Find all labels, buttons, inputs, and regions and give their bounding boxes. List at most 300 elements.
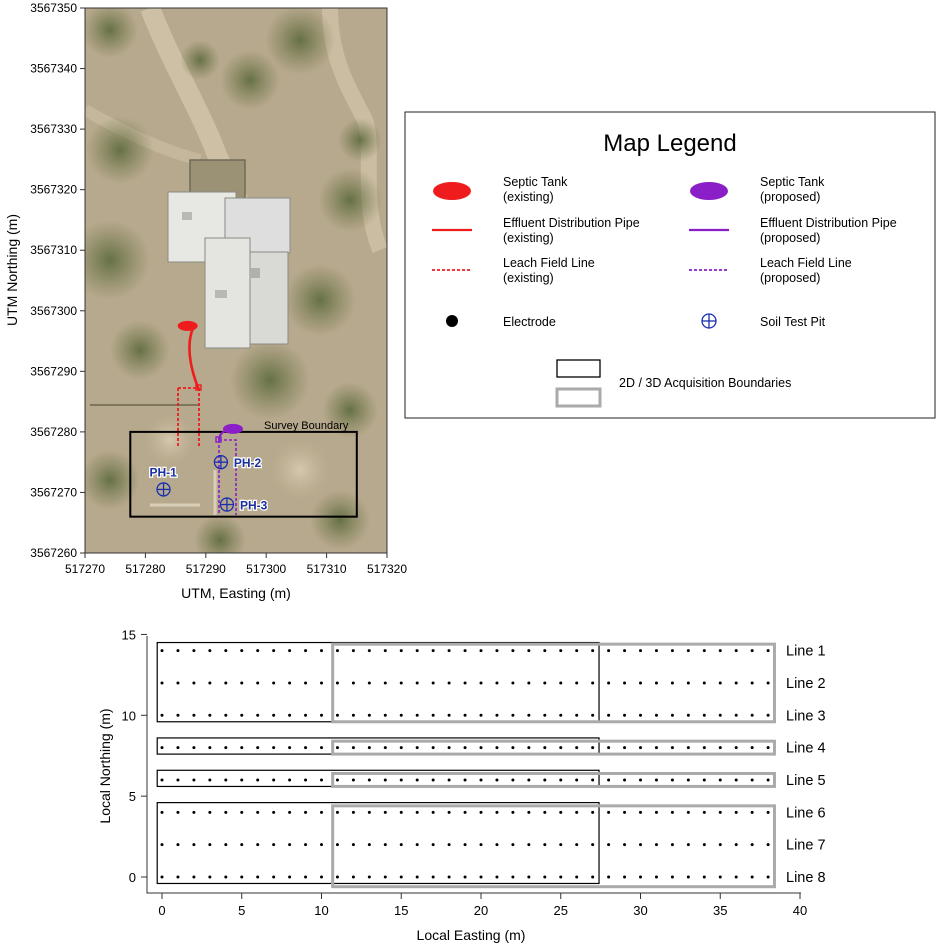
map-x-tick-label: 517300 (246, 562, 287, 576)
electrode-point (559, 811, 562, 814)
electrode-point (304, 876, 307, 879)
electrode-point (192, 746, 195, 749)
electrode-point (448, 681, 451, 684)
electrode-point (320, 649, 323, 652)
survey-boundary-label: Survey Boundary (264, 420, 349, 432)
electrode-point (192, 843, 195, 846)
electrode-point (575, 778, 578, 781)
electrode-point (671, 714, 674, 717)
electrode-point (384, 714, 387, 717)
electrode-point (288, 681, 291, 684)
electrode-point (591, 746, 594, 749)
electrode-point (368, 714, 371, 717)
chart-x-tick-label: 35 (713, 903, 728, 918)
legend-leach-proposed-label: Leach Field Line (proposed) (760, 256, 852, 285)
electrode-point (480, 843, 483, 846)
electrode-point (256, 649, 259, 652)
electrode-point (224, 714, 227, 717)
electrode-point (432, 681, 435, 684)
electrode-point (161, 778, 164, 781)
electrode-point (384, 843, 387, 846)
electrode-point (416, 778, 419, 781)
electrode-point (352, 811, 355, 814)
electrode-point (192, 681, 195, 684)
electrode-point (543, 876, 546, 879)
electrode-point (639, 746, 642, 749)
legend-soil-pit-icon (702, 314, 716, 328)
electrode-point (320, 876, 323, 879)
electrode-point (368, 746, 371, 749)
electrode-point (208, 714, 211, 717)
map-x-tick-label: 517270 (64, 562, 106, 576)
electrode-line-8 (161, 876, 770, 879)
electrode-point (240, 649, 243, 652)
electrode-point (751, 778, 754, 781)
electrode-point (288, 778, 291, 781)
legend-electrode-label: Electrode (503, 315, 556, 329)
electrode-point (480, 778, 483, 781)
legend-septic-proposed-label: Septic Tank (proposed) (760, 175, 825, 204)
boundary-2d-4 (157, 803, 599, 884)
electrode-point (495, 843, 498, 846)
map-y-tick-label: 3567320 (30, 182, 77, 197)
electrode-point (176, 681, 179, 684)
electrode-point (735, 649, 738, 652)
line-label: Line 3 (786, 708, 826, 725)
electrode-point (527, 778, 530, 781)
electrode-point (352, 778, 355, 781)
chart-x-tick-label: 20 (473, 903, 489, 918)
electrode-point (607, 778, 610, 781)
electrode-point (655, 681, 658, 684)
electrode-point (575, 876, 578, 879)
electrode-point (464, 811, 467, 814)
electrode-point (719, 714, 722, 717)
electrode-point (511, 876, 514, 879)
electrode-point (400, 681, 403, 684)
legend-leach-existing-label: Leach Field Line (existing) (503, 256, 595, 285)
electrode-point (352, 876, 355, 879)
electrode-line-6 (161, 811, 770, 814)
electrode-point (432, 649, 435, 652)
electrode-point (176, 714, 179, 717)
electrode-point (176, 778, 179, 781)
electrode-point (176, 843, 179, 846)
electrode-point (639, 714, 642, 717)
electrode-point (527, 811, 530, 814)
legend-title: Map Legend (603, 130, 737, 157)
line-label: Line 7 (786, 837, 826, 854)
electrode-point (416, 681, 419, 684)
electrode-point (224, 876, 227, 879)
map-y-tick-label: 3567260 (30, 546, 77, 560)
electrode-point (767, 681, 770, 684)
electrode-line-5 (161, 778, 770, 781)
soil-test-pit-label: PH-3 (239, 498, 268, 513)
electrode-point (288, 746, 291, 749)
electrode-point (543, 714, 546, 717)
electrode-point (527, 681, 530, 684)
map-x-axis-label: UTM, Easting (m) (181, 585, 291, 601)
electrode-point (703, 811, 706, 814)
electrode-point (607, 649, 610, 652)
electrode-point (192, 649, 195, 652)
map-y-tick-label: 3567300 (30, 303, 77, 318)
electrode-point (735, 746, 738, 749)
map-y-tick-label: 3567280 (30, 424, 77, 439)
electrode-point (304, 843, 307, 846)
electrode-point (623, 649, 626, 652)
electrode-point (671, 746, 674, 749)
electrode-point (623, 746, 626, 749)
electrode-point (687, 778, 690, 781)
electrode-point (559, 843, 562, 846)
electrode-point (400, 778, 403, 781)
electrode-point (176, 746, 179, 749)
electrode-point (623, 876, 626, 879)
electrode-point (224, 811, 227, 814)
electrode-point (767, 714, 770, 717)
electrode-point (687, 876, 690, 879)
electrode-point (432, 876, 435, 879)
electrode-point (192, 714, 195, 717)
electrode-point (751, 843, 754, 846)
map-legend (405, 112, 935, 418)
legend-boundaries-label: 2D / 3D Acquisition Boundaries (619, 376, 792, 390)
electrode-point (240, 843, 243, 846)
electrode-point (719, 843, 722, 846)
electrode-point (240, 811, 243, 814)
map-x-tick-label: 517320 (366, 562, 408, 576)
electrode-point (480, 876, 483, 879)
septic-tank-existing-icon (178, 321, 198, 331)
aerial-photo (70, 2, 387, 566)
electrode-point (623, 811, 626, 814)
electrode-point (623, 778, 626, 781)
electrode-point (575, 843, 578, 846)
electrode-point (767, 778, 770, 781)
electrode-point (448, 778, 451, 781)
electrode-point (559, 746, 562, 749)
electrode-point (671, 843, 674, 846)
electrode-point (671, 811, 674, 814)
electrode-point (432, 843, 435, 846)
map-y-tick-label: 3567290 (30, 364, 77, 379)
electrode-point (607, 843, 610, 846)
electrode-point (448, 649, 451, 652)
electrode-point (511, 778, 514, 781)
electrode-point (304, 681, 307, 684)
electrode-point (575, 714, 578, 717)
chart-axes (147, 636, 801, 893)
electrode-point (192, 811, 195, 814)
electrode-point (639, 649, 642, 652)
electrode-point (256, 843, 259, 846)
electrode-point (671, 778, 674, 781)
electrode-point (208, 681, 211, 684)
electrode-point (192, 778, 195, 781)
electrode-point (161, 811, 164, 814)
electrode-point (703, 714, 706, 717)
chart-y-axis-label: Local Northing (m) (97, 708, 113, 824)
electrode-point (655, 746, 658, 749)
electrode-point (352, 843, 355, 846)
electrode-point (543, 649, 546, 652)
electrode-point (304, 811, 307, 814)
electrode-point (272, 876, 275, 879)
electrode-point (400, 876, 403, 879)
electrode-point (161, 746, 164, 749)
electrode-point (432, 811, 435, 814)
electrode-point (288, 649, 291, 652)
chart-y-tick-label: 10 (121, 708, 136, 724)
electrode-point (623, 843, 626, 846)
electrode-point (176, 811, 179, 814)
map-y-tick-label: 3567340 (30, 61, 77, 76)
electrode-point (687, 649, 690, 652)
electrode-point (272, 811, 275, 814)
electrode-point (687, 843, 690, 846)
electrode-point (352, 746, 355, 749)
electrode-point (543, 778, 546, 781)
electrode-point (336, 714, 339, 717)
electrode-point (655, 714, 658, 717)
electrode-point (336, 649, 339, 652)
electrode-point (527, 714, 530, 717)
electrode-point (272, 649, 275, 652)
map-y-tick-label: 3567310 (30, 243, 77, 258)
electrode-point (655, 778, 658, 781)
electrode-point (527, 843, 530, 846)
electrode-point (767, 843, 770, 846)
legend-frame (405, 112, 935, 418)
electrode-point (208, 843, 211, 846)
electrode-point (607, 746, 610, 749)
electrode-point (304, 649, 307, 652)
electrode-point (575, 811, 578, 814)
electrode-point (671, 649, 674, 652)
legend-electrode-icon (446, 315, 458, 327)
chart-y-tick-label: 0 (128, 870, 136, 885)
electrode-point (400, 649, 403, 652)
electrode-point (240, 714, 243, 717)
electrode-point (751, 649, 754, 652)
electrode-point (591, 681, 594, 684)
electrode-point (288, 843, 291, 846)
electrode-point (272, 746, 275, 749)
electrode-point (495, 778, 498, 781)
electrode-point (320, 746, 323, 749)
electrode-point (464, 714, 467, 717)
electrode-point (384, 778, 387, 781)
electrode-point (480, 714, 483, 717)
electrode-point (480, 649, 483, 652)
electrode-point (464, 681, 467, 684)
electrode-point (336, 811, 339, 814)
line-label: Line 8 (786, 870, 826, 886)
legend-soil-pit-label: Soil Test Pit (760, 315, 826, 329)
electrode-point (751, 876, 754, 879)
boundary-3d-3 (333, 774, 775, 787)
electrode-point (176, 649, 179, 652)
electrode-point (256, 811, 259, 814)
electrode-point (384, 649, 387, 652)
electrode-point (735, 876, 738, 879)
electrode-point (703, 876, 706, 879)
electrode-point (767, 811, 770, 814)
electrode-point (591, 649, 594, 652)
map-y-tick-label: 3567330 (30, 122, 77, 137)
electrode-point (288, 714, 291, 717)
chart-x-tick-label: 40 (792, 903, 808, 918)
chart-x-tick-label: 5 (238, 903, 246, 918)
chart-x-axis (158, 893, 807, 918)
electrode-point (352, 714, 355, 717)
aerial-map (4, 1, 407, 601)
electrode-point (416, 714, 419, 717)
line-label: Line 2 (786, 675, 826, 692)
electrode-point (224, 778, 227, 781)
electrode-point (703, 746, 706, 749)
electrode-point (639, 811, 642, 814)
electrode-point (511, 681, 514, 684)
electrode-point (751, 746, 754, 749)
boundary-3d-2 (333, 741, 775, 754)
electrode-point (432, 746, 435, 749)
electrode-point (432, 778, 435, 781)
electrode-point (384, 746, 387, 749)
electrode-point (639, 843, 642, 846)
electrode-point (208, 746, 211, 749)
electrode-point (416, 843, 419, 846)
electrode-point (208, 811, 211, 814)
electrode-point (719, 778, 722, 781)
electrode-point (224, 681, 227, 684)
electrode-point (464, 843, 467, 846)
electrode-point (703, 649, 706, 652)
electrode-point (703, 778, 706, 781)
electrode-point (448, 843, 451, 846)
electrode-point (272, 843, 275, 846)
electrode-point (464, 778, 467, 781)
electrode-point (304, 714, 307, 717)
electrode-point (416, 649, 419, 652)
soil-test-pit-label: PH-2 (233, 456, 262, 471)
electrode-point (527, 649, 530, 652)
electrode-point (543, 681, 546, 684)
legend-septic-proposed-icon (690, 182, 728, 200)
electrode-point (639, 681, 642, 684)
electrode-point (256, 714, 259, 717)
legend-septic-existing-label: Septic Tank (existing) (503, 175, 568, 204)
electrode-point (224, 843, 227, 846)
electrode-point (272, 681, 275, 684)
electrode-point (400, 811, 403, 814)
electrode-line-2 (161, 681, 770, 684)
electrode-point (336, 876, 339, 879)
electrode-point (591, 876, 594, 879)
electrode-point (703, 681, 706, 684)
electrode-point (256, 876, 259, 879)
electrode-point (751, 681, 754, 684)
electrode-point (192, 876, 195, 879)
electrode-point (208, 649, 211, 652)
electrode-point (735, 681, 738, 684)
map-x-axis (65, 553, 407, 576)
soil-test-pit-ph-2 (214, 456, 261, 471)
electrode-point (352, 649, 355, 652)
electrode-point (559, 876, 562, 879)
electrode-point (671, 876, 674, 879)
chart-x-tick-label: 0 (158, 903, 166, 918)
electrode-point (256, 778, 259, 781)
electrode-point (703, 843, 706, 846)
electrode-point (719, 681, 722, 684)
line-label: Line 4 (786, 740, 826, 757)
electrode-point (559, 649, 562, 652)
electrode-point (320, 681, 323, 684)
electrode-point (719, 649, 722, 652)
electrode-point (527, 876, 530, 879)
electrode-point (464, 649, 467, 652)
electrode-point (288, 876, 291, 879)
map-y-tick-label: 3567270 (30, 485, 77, 500)
chart-x-axis-label: Local Easting (m) (416, 927, 526, 943)
legend-pipe-proposed-label: Effluent Distribution Pipe (proposed) (760, 216, 897, 245)
electrode-point (240, 876, 243, 879)
electrode-point (655, 649, 658, 652)
electrode-point (480, 746, 483, 749)
electrode-point (208, 778, 211, 781)
electrode-point (416, 746, 419, 749)
electrode-point (559, 714, 562, 717)
electrode-point (495, 811, 498, 814)
electrode-point (655, 811, 658, 814)
electrode-point (368, 811, 371, 814)
electrode-point (240, 681, 243, 684)
septic-tank-proposed-icon (223, 424, 243, 434)
electrode-point (719, 746, 722, 749)
electrode-point (607, 811, 610, 814)
electrode-point (575, 746, 578, 749)
electrode-point (352, 681, 355, 684)
electrode-point (607, 876, 610, 879)
map-x-tick-label: 517290 (185, 562, 226, 576)
legend-septic-existing-icon (433, 182, 471, 200)
electrode-point (543, 746, 546, 749)
electrode-point (336, 843, 339, 846)
electrode-point (320, 778, 323, 781)
electrode-point (623, 714, 626, 717)
map-y-tick-label: 3567350 (30, 1, 77, 15)
electrode-point (368, 649, 371, 652)
electrode-point (495, 746, 498, 749)
chart-y-tick-label: 15 (121, 627, 136, 643)
map-x-tick-label: 517280 (125, 562, 166, 576)
chart-x-tick-label: 10 (314, 903, 329, 918)
boundary-2d-1 (157, 643, 599, 722)
soil-test-pit-label: PH-1 (149, 465, 177, 480)
electrode-point (639, 876, 642, 879)
electrode-point (735, 811, 738, 814)
electrode-point (511, 811, 514, 814)
line-label: Line 5 (786, 772, 826, 789)
electrode-point (591, 843, 594, 846)
electrode-point (751, 714, 754, 717)
electrode-point (480, 811, 483, 814)
acquisition-boundaries (157, 643, 774, 887)
electrode-point (384, 876, 387, 879)
